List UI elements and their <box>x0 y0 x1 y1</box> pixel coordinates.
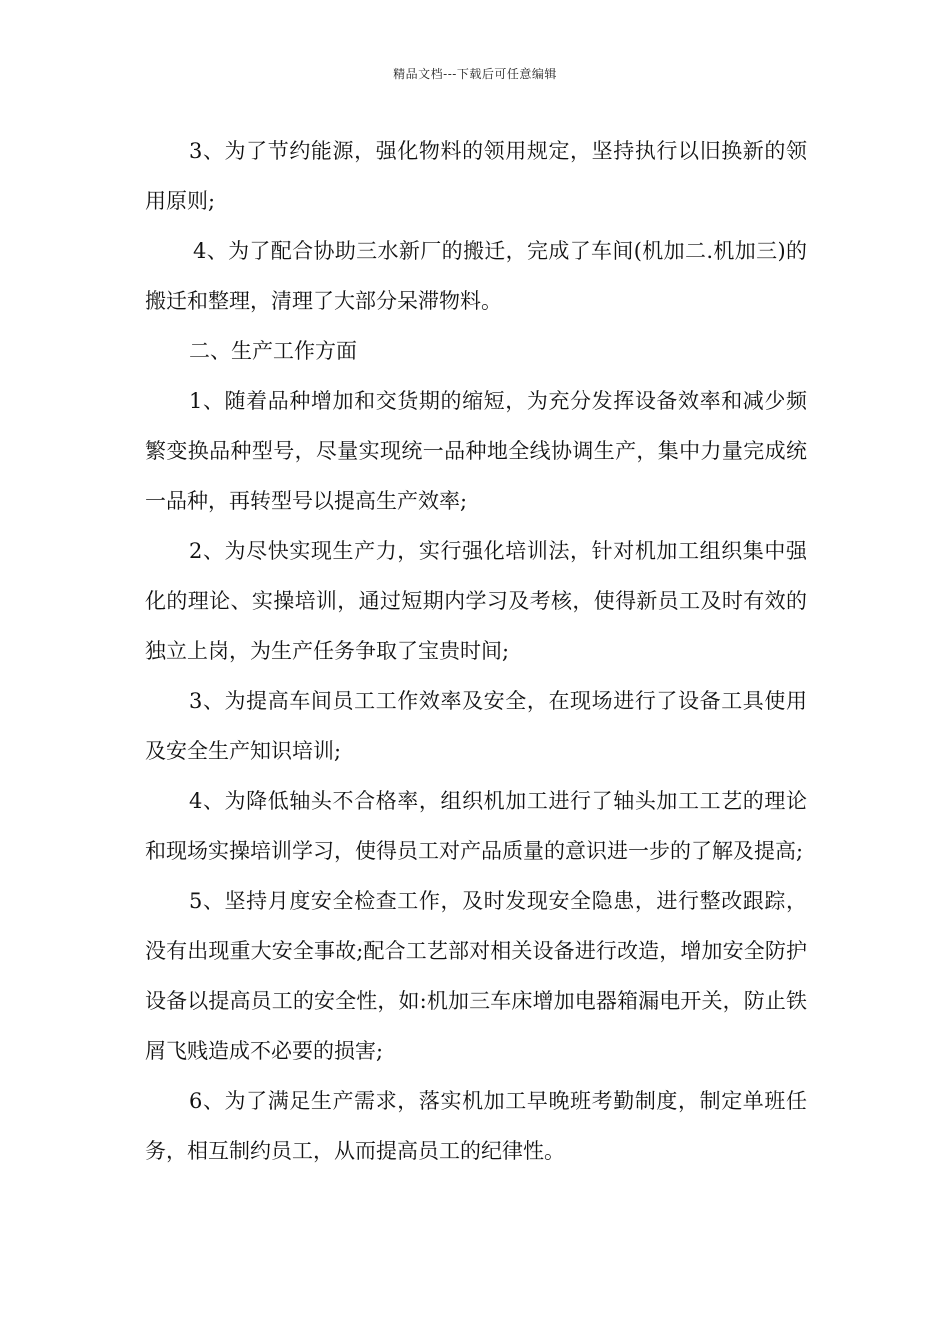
paragraph-production-6: 6、为了满足生产需求，落实机加工早晚班考勤制度，制定单班任务，相互制约员工，从而提高员工的纪律性。 <box>145 1089 807 1163</box>
paragraph-production-2: 2、为尽快实现生产力，实行强化培训法，针对机加工组织集中强化的理论、实操培训，通过短期内学习及考核，使得新员工及时有效的独立上岗，为生产任务争取了宝贵时间; <box>145 539 807 663</box>
paragraph-production-4: 4、为降低轴头不合格率，组织机加工进行了轴头加工工艺的理论和现场实操培训学习，使得员工对产品质量的意识进一步的了解及提高; <box>145 789 807 863</box>
paragraph-production-1: 1、随着品种增加和交货期的缩短，为充分发挥设备效率和减少频繁变换品种型号，尽量实现统一品种地全线协调生产，集中力量完成统一品种，再转型号以提高生产效率; <box>145 389 807 513</box>
paragraph-production-3: 3、为提高车间员工工作效率及安全，在现场进行了设备工具使用及安全生产知识培训; <box>145 689 807 763</box>
paragraph-item-3-energy: 3、为了节约能源，强化物料的领用规定，坚持执行以旧换新的领用原则; <box>145 139 807 213</box>
paragraph-item-4-relocation: 4、为了配合协助三水新厂的搬迁，完成了车间(机加二.机加三)的搬迁和整理，清理了大部分呆滞物料。 <box>145 239 807 313</box>
page-header: 精品文档---下载后可任意编辑 <box>393 67 557 81</box>
document-body <box>145 126 807 1176</box>
section-heading-production: 二、生产工作方面 <box>189 339 357 363</box>
paragraph-production-5: 5、坚持月度安全检查工作，及时发现安全隐患，进行整改跟踪，没有出现重大安全事故;配合工艺部对相关设备进行改造，增加安全防护设备以提高员工的安全性，如:机加三车床增加电器箱漏电开关，防止铁屑飞贱造成不必要的损害; <box>145 889 807 1063</box>
